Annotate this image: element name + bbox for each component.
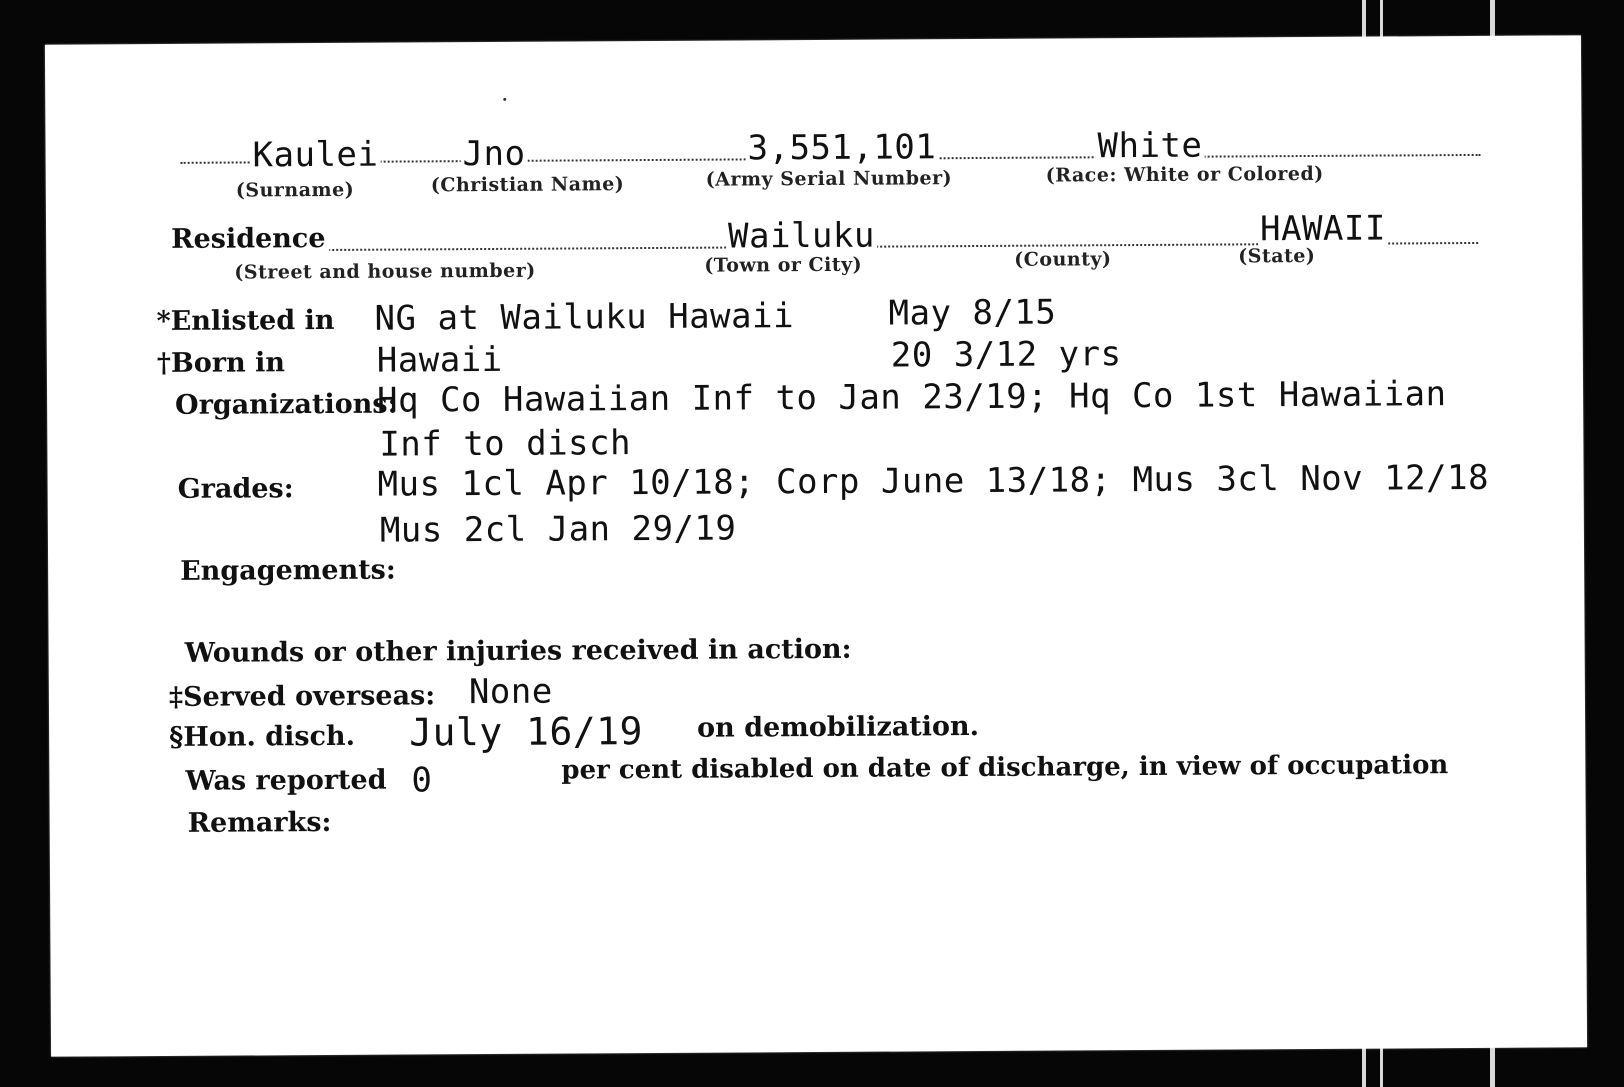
served-overseas-label: ‡Served overseas: bbox=[168, 680, 436, 713]
state-value: HAWAII bbox=[1259, 208, 1387, 250]
town-value: Wailuku bbox=[727, 215, 876, 257]
stray-dot bbox=[503, 98, 506, 101]
surname-value: Kaulei bbox=[252, 134, 379, 176]
grades-label: Grades: bbox=[177, 473, 294, 505]
race-caption: (Race: White or Colored) bbox=[1045, 162, 1324, 187]
born-place: Hawaii bbox=[376, 339, 503, 381]
wounds-label: Wounds or other injuries received in action: bbox=[184, 633, 852, 669]
christian-name-value: Jno bbox=[462, 133, 526, 175]
grades-line1: Mus 1cl Apr 10/18; Corp June 13/18; Mus 3cl Nov 12/18 bbox=[377, 457, 1490, 505]
born-age: 20 3/12 yrs bbox=[890, 334, 1122, 376]
town-caption: (Town or City) bbox=[704, 253, 863, 277]
disability-label: Was reported bbox=[185, 764, 387, 797]
army-serial-caption: (Army Serial Number) bbox=[705, 167, 953, 191]
grades-line2: Mus 2cl Jan 29/19 bbox=[379, 508, 737, 551]
service-record-card bbox=[45, 35, 1587, 1056]
residence-label: Residence bbox=[171, 223, 330, 255]
organizations-label: Organizations: bbox=[175, 388, 398, 421]
disability-percent: 0 bbox=[411, 760, 433, 801]
remarks-label: Remarks: bbox=[187, 806, 332, 839]
army-serial-value: 3,551,101 bbox=[747, 127, 937, 169]
christian-name-caption: (Christian Name) bbox=[430, 173, 625, 197]
enlisted-place: NG at Wailuku Hawaii bbox=[374, 296, 795, 339]
organizations-line2: Inf to disch bbox=[379, 423, 632, 465]
county-caption: (County) bbox=[1014, 248, 1112, 271]
engagements-label: Engagements: bbox=[180, 554, 396, 587]
born-label: †Born in bbox=[156, 347, 286, 380]
organizations-line1: Hq Co Hawaiian Inf to Jan 23/19; Hq Co 1st Hawaiian bbox=[376, 374, 1447, 421]
race-value: White bbox=[1097, 125, 1203, 167]
disability-text: per cent disabled on date of discharge, in view of occupation bbox=[561, 750, 1449, 786]
discharge-reason: on demobilization. bbox=[697, 711, 980, 744]
enlisted-date: May 8/15 bbox=[888, 292, 1057, 334]
surname-caption: (Surname) bbox=[235, 178, 355, 202]
discharge-date: July 16/19 bbox=[408, 709, 644, 755]
state-caption: (State) bbox=[1238, 244, 1316, 268]
served-overseas-value: None bbox=[468, 671, 553, 713]
discharge-label: §Hon. disch. bbox=[169, 720, 356, 753]
street-caption: (Street and house number) bbox=[234, 259, 536, 284]
enlisted-label: *Enlisted in bbox=[156, 304, 335, 338]
